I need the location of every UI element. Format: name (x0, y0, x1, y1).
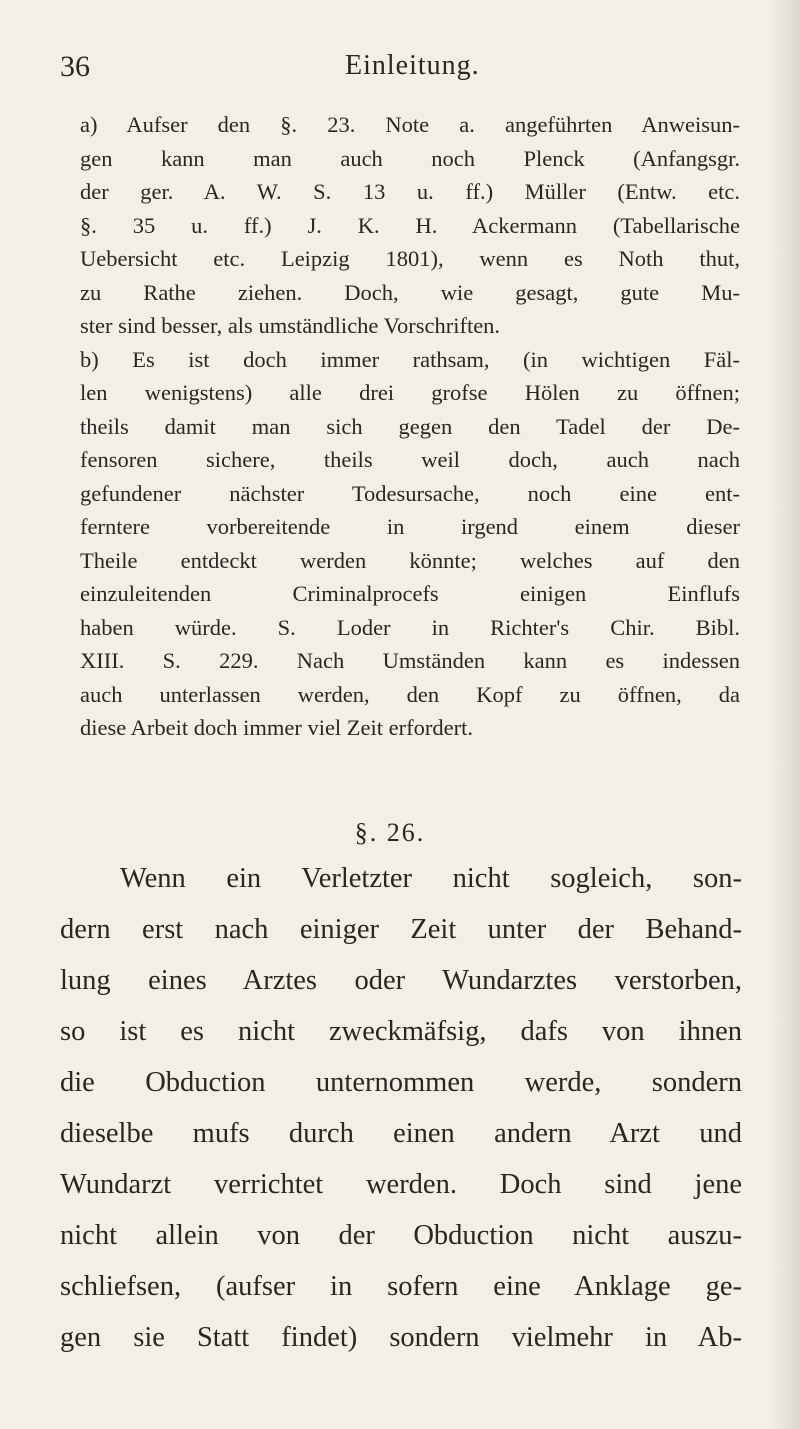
page-number: 36 (60, 50, 90, 83)
note-a-line: ster sind besser, als umständliche Vorschriften. (80, 313, 501, 338)
body-line: so ist es nicht zweckmäfsig, dafs von ihnen (60, 1016, 742, 1047)
note-a-line: Uebersicht etc. Leipzig 1801), wenn es Noth thut, (80, 246, 740, 271)
note-b-line: einzuleitenden Criminalprocefs einigen Einflufs (80, 581, 740, 606)
body-line: Wundarzt verrichtet werden. Doch sind jene (60, 1169, 742, 1200)
body-line: nicht allein von der Obduction nicht auszu- (60, 1220, 742, 1251)
body-line: schliefsen, (aufser in sofern eine Anklage ge- (60, 1271, 742, 1302)
note-a-line: zu Rathe ziehen. Doch, wie gesagt, gute Mu- (80, 279, 740, 305)
note-b-line: theils damit man sich gegen den Tadel der De- (80, 413, 740, 439)
note-b-line: auch unterlassen werden, den Kopf zu öffnen, da (80, 681, 740, 707)
note-a-line: gen kann man auch noch Plenck (Anfangsgr. (80, 145, 740, 171)
body-line: gen sie Statt findet) sondern vielmehr in Ab- (60, 1322, 742, 1353)
body-line: Wenn ein Verletzter nicht sogleich, son- (120, 863, 742, 894)
body-line: dieselbe mufs durch einen andern Arzt und (60, 1118, 742, 1149)
body-line: die Obduction unternommen werde, sondern (60, 1067, 742, 1098)
note-b-line: Theile entdeckt werden könnte; welches auf den (80, 547, 740, 573)
page-header (0, 50, 800, 90)
note-b-line: gefundener nächster Todesursache, noch eine ent- (80, 480, 740, 506)
note-b-line: b) Es ist doch immer rathsam, (in wichtigen Fäl- (80, 346, 740, 372)
running-title: Einleitung. (345, 50, 480, 81)
note-b-line: fensoren sichere, theils weil doch, auch nach (80, 447, 740, 472)
note-b-line: ferntere vorbereitende in irgend einem dieser (80, 514, 740, 539)
note-b (80, 343, 740, 745)
body-line: lung eines Arztes oder Wundarztes verstorben, (60, 965, 742, 996)
note-a-line: a) Aufser den §. 23. Note a. angeführten Anweisun- (80, 112, 740, 137)
section-heading: §. 26. (354, 818, 426, 847)
page-edge-shadow (770, 0, 800, 1429)
note-a (80, 108, 740, 343)
note-b-line: haben würde. S. Loder in Richter's Chir. Bibl. (80, 614, 740, 640)
footnotes-block (80, 108, 740, 745)
section-body (60, 853, 742, 1363)
note-b-line: XIII. S. 229. Nach Umständen kann es indessen (80, 648, 740, 673)
note-a-line: §. 35 u. ff.) J. K. H. Ackermann (Tabellarische (80, 212, 740, 238)
note-b-line: diese Arbeit doch immer viel Zeit erfordert. (80, 715, 473, 740)
note-a-line: der ger. A. W. S. 13 u. ff.) Müller (Entw. etc. (80, 179, 740, 204)
note-b-line: len wenigstens) alle drei grofse Hölen zu öffnen; (80, 380, 740, 405)
body-line: dern erst nach einiger Zeit unter der Behand- (60, 914, 742, 945)
